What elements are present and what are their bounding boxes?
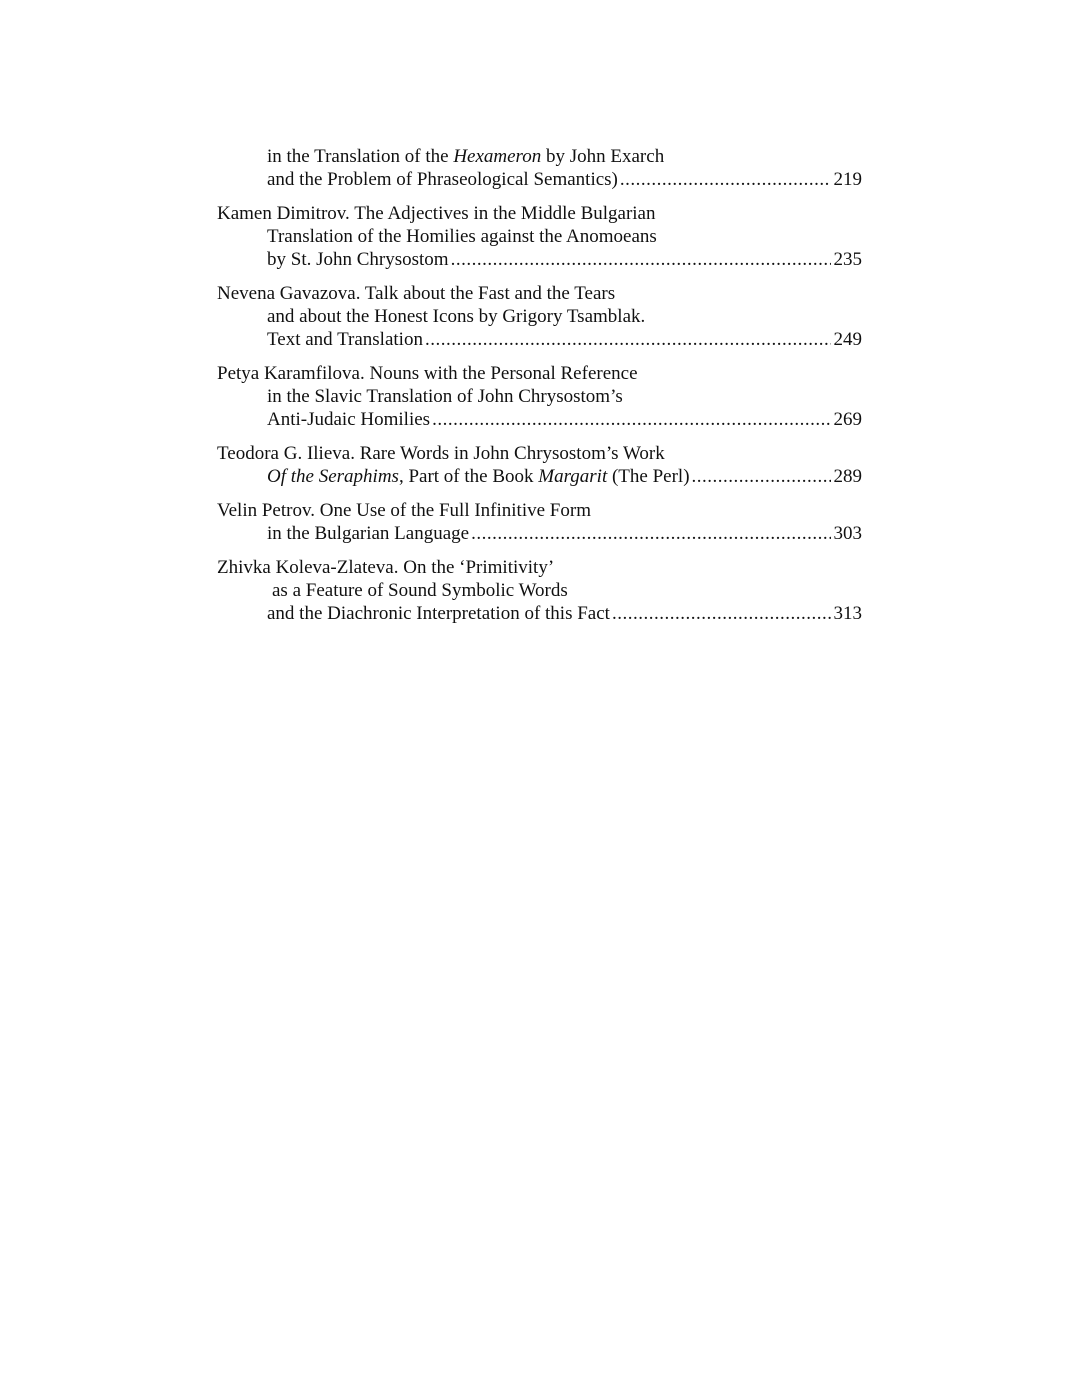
toc-entry-line: Translation of the Homilies against the Anomoeans (267, 226, 657, 247)
toc-entry-hexameron (217, 145, 862, 191)
table-of-contents (217, 145, 862, 636)
dot-leader (425, 328, 831, 351)
toc-entry-title: Zhivka Koleva-Zlateva. On the ‘Primitivity’ (217, 557, 555, 578)
page-number: 219 (833, 169, 862, 190)
toc-entry-line: in the Slavic Translation of John Chrysostom’s (267, 386, 623, 407)
page-number: 269 (833, 409, 862, 430)
page-number: 313 (833, 603, 862, 624)
toc-entry-line: in the Translation of the Hexameron by John Exarch (267, 146, 665, 167)
toc-entry-title: Petya Karamfilova. Nouns with the Personal Reference (217, 363, 638, 384)
toc-entry-title: Teodora G. Ilieva. Rare Words in John Chrysostom’s Work (217, 443, 665, 464)
toc-entry-line: Of the Seraphims, Part of the Book Margarit (The Perl) ..... 289 (217, 465, 862, 488)
page-number: 249 (833, 329, 862, 350)
toc-entry-gavazova (217, 282, 862, 351)
toc-entry-line: and about the Honest Icons by Grigory Tsamblak. (267, 306, 646, 327)
toc-entry-ilieva (217, 442, 862, 488)
toc-entry-line: as a Feature of Sound Symbolic Words (272, 580, 568, 601)
toc-entry-line: Text and Translation ..... 249 (217, 328, 862, 351)
toc-entry-line: by St. John Chrysostom ..... 235 (217, 248, 862, 271)
toc-entry-title: Velin Petrov. One Use of the Full Infinitive Form (217, 500, 591, 521)
toc-entry-line: in the Bulgarian Language ..... 303 (217, 522, 862, 545)
dot-leader (471, 522, 830, 545)
dot-leader (451, 248, 831, 271)
toc-entry-koleva-zlateva (217, 556, 862, 625)
dot-leader (692, 465, 831, 488)
page-number: 303 (833, 523, 862, 544)
toc-entry-petrov (217, 499, 862, 545)
toc-entry-line: and the Diachronic Interpretation of this Fact ..... 313 (217, 602, 862, 625)
toc-entry-karamfilova (217, 362, 862, 431)
toc-entry-title: Nevena Gavazova. Talk about the Fast and the Tears (217, 283, 616, 304)
dot-leader (620, 168, 831, 191)
dot-leader (432, 408, 830, 431)
dot-leader (612, 602, 831, 625)
toc-entry-line: and the Problem of Phraseological Semantics) ..... 219 (217, 168, 862, 191)
toc-entry-dimitrov (217, 202, 862, 271)
page-number: 235 (833, 249, 862, 270)
page-number: 289 (833, 466, 862, 487)
toc-entry-title: Kamen Dimitrov. The Adjectives in the Middle Bulgarian (217, 203, 656, 224)
toc-entry-line: Anti-Judaic Homilies ..... 269 (217, 408, 862, 431)
